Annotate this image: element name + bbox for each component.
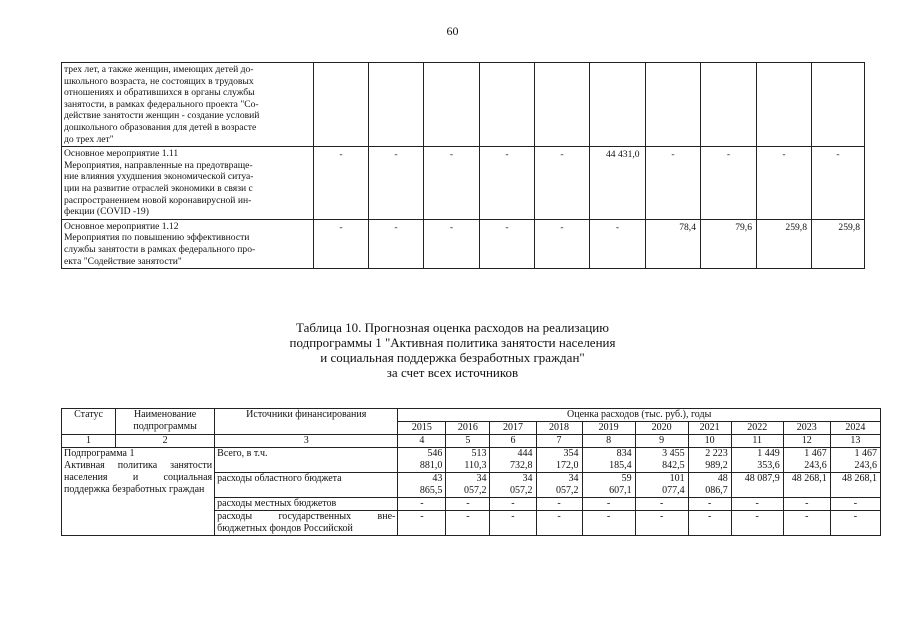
expense-value-cell xyxy=(398,448,446,473)
expense-value-cell xyxy=(446,498,490,511)
description-line: дошкольного образования для детей в возрасте xyxy=(64,121,257,133)
year-value-cell: 44 431,0 xyxy=(590,147,646,220)
expense-value-line: 057,2 xyxy=(510,485,533,496)
year-value-cell xyxy=(480,63,535,147)
forecast-expenses-table xyxy=(61,408,881,536)
year-header: 2016 xyxy=(446,422,490,435)
year-value-cell: 79,6 xyxy=(701,219,757,268)
description-line: ции на развитие отраслей экономики в связи с xyxy=(64,182,253,194)
expense-value-line: 989,2 xyxy=(705,460,728,471)
column-number: 11 xyxy=(731,435,783,448)
year-value-cell xyxy=(757,63,812,147)
expense-value-cell xyxy=(490,511,536,536)
description-line: трех лет, а также женщин, имеющих детей до- xyxy=(64,64,254,75)
funding-source: расходы местных бюджетов xyxy=(215,498,398,511)
expense-value-line: 185,4 xyxy=(609,460,632,471)
year-value-cell: - xyxy=(535,219,590,268)
funding-row xyxy=(62,448,881,473)
description-line: Основное мероприятие 1.12 xyxy=(64,220,179,232)
description-line: школьного возраста, не состоящих в трудовых xyxy=(64,75,254,87)
expense-value-line: - xyxy=(420,511,424,522)
expense-value-cell xyxy=(783,448,830,473)
expense-value-line: - xyxy=(557,511,561,522)
expense-value-line: 1 467 xyxy=(804,448,827,459)
expense-value-line: 865,5 xyxy=(419,485,443,496)
expense-value-cell xyxy=(446,473,490,498)
column-numbers-row xyxy=(62,435,881,448)
expense-value-cell xyxy=(688,498,731,511)
description-line: до трех лет" xyxy=(64,133,114,145)
column-number: 8 xyxy=(582,435,635,448)
expense-value-line: - xyxy=(707,511,712,522)
expense-value-cell xyxy=(536,473,582,498)
expense-value-cell xyxy=(731,498,783,511)
expense-value-line: - xyxy=(659,511,664,522)
description-line: ние влияния ухудшения экономической ситуа- xyxy=(64,171,254,183)
expense-value-cell xyxy=(830,511,880,536)
expense-value-line: 43 xyxy=(432,473,443,484)
expense-value-line: 732,8 xyxy=(510,460,533,471)
funding-source: Всего, в т.ч. xyxy=(215,448,398,473)
column-number: 12 xyxy=(783,435,830,448)
year-header: 2015 xyxy=(398,422,446,435)
expense-value-cell xyxy=(446,511,490,536)
year-value-cell xyxy=(590,63,646,147)
table-caption xyxy=(0,320,905,380)
measure-description xyxy=(62,147,314,220)
subprogram-cell xyxy=(62,448,215,536)
column-number: 2 xyxy=(116,435,215,448)
year-header: 2023 xyxy=(783,422,830,435)
expense-value-line: 34 xyxy=(476,473,487,484)
expense-value-line: - xyxy=(511,511,515,522)
description-line: действие занятости женщин - создание условий xyxy=(64,110,260,122)
year-value-cell: 78,4 xyxy=(646,219,701,268)
description-line: распространением новой коронавирусной ин- xyxy=(64,194,252,206)
expense-value-line: - xyxy=(659,498,664,509)
expense-value-cell xyxy=(635,498,688,511)
description-line: занятости, в рамках федерального проекта "Со- xyxy=(64,98,259,110)
expense-value-line: - xyxy=(511,498,515,509)
header-row xyxy=(62,409,881,422)
year-value-cell: - xyxy=(369,219,424,268)
table-row xyxy=(62,147,865,220)
expense-value-line: - xyxy=(557,498,561,509)
year-value-cell: - xyxy=(480,147,535,220)
column-number: 4 xyxy=(398,435,446,448)
caption-line: Таблица 10. Прогнозная оценка расходов на реализацию xyxy=(296,320,609,335)
expense-value-line: 48 087,9 xyxy=(744,473,780,484)
year-header: 2019 xyxy=(582,422,635,435)
page-number: 60 xyxy=(446,24,459,38)
expense-value-line: 444 xyxy=(517,448,533,459)
estimate-header: Оценка расходов (тыс. руб.), годы xyxy=(398,409,881,422)
expense-value-line: 1 467 xyxy=(854,448,877,459)
measure-description xyxy=(62,219,314,268)
expense-value-line: 48 268,1 xyxy=(791,473,827,484)
expense-value-line: 34 xyxy=(568,473,579,484)
expense-value-line: 842,5 xyxy=(662,460,685,471)
expense-value-line: - xyxy=(707,498,712,509)
expense-value-cell xyxy=(490,473,536,498)
expense-value-line: - xyxy=(466,498,470,509)
expense-value-line: - xyxy=(853,498,858,509)
year-value-cell: - xyxy=(701,147,757,220)
caption-line: подпрограммы 1 "Активная политика занятости населения xyxy=(289,335,616,350)
year-header: 2018 xyxy=(536,422,582,435)
subprogram-name-header: Наименование подпрограммы xyxy=(116,409,215,435)
expense-value-cell xyxy=(398,473,446,498)
year-value-cell: 259,8 xyxy=(757,219,812,268)
year-header: 2022 xyxy=(731,422,783,435)
table-row xyxy=(62,219,865,268)
expense-value-line: - xyxy=(606,498,611,509)
year-value-cell: - xyxy=(812,147,865,220)
year-value-cell xyxy=(535,63,590,147)
expense-value-line: - xyxy=(420,498,424,509)
subprogram-name: Активная политика занятости населения и социальная поддержка безработных граждан xyxy=(64,460,213,495)
expense-value-line: - xyxy=(853,511,858,522)
expense-value-line: - xyxy=(805,511,809,522)
expense-value-cell xyxy=(582,473,635,498)
year-value-cell: - xyxy=(480,219,535,268)
expense-value-line: 057,2 xyxy=(463,485,487,496)
status-header: Статус xyxy=(62,409,116,435)
expense-value-cell xyxy=(536,448,582,473)
column-number: 7 xyxy=(536,435,582,448)
expense-value-cell xyxy=(635,473,688,498)
expense-value-line: 607,1 xyxy=(609,485,632,496)
expense-value-line: 057,2 xyxy=(556,485,579,496)
expense-value-line: 513 xyxy=(471,448,487,459)
expense-value-cell xyxy=(688,448,731,473)
expense-value-line: 3 455 xyxy=(662,448,685,459)
expense-value-cell xyxy=(446,448,490,473)
funding-source: расходы государственных вне-бюджетных фондов Российской xyxy=(215,511,398,536)
expense-value-cell xyxy=(536,498,582,511)
expense-value-line: 34 xyxy=(522,473,533,484)
expense-value-line: 1 449 xyxy=(757,448,780,459)
column-number: 6 xyxy=(490,435,536,448)
year-value-cell: - xyxy=(646,147,701,220)
expense-value-line: - xyxy=(466,511,470,522)
year-value-cell xyxy=(701,63,757,147)
year-value-cell: - xyxy=(314,147,369,220)
column-number: 9 xyxy=(635,435,688,448)
expense-value-cell xyxy=(490,448,536,473)
expense-value-cell xyxy=(398,511,446,536)
year-value-cell: - xyxy=(757,147,812,220)
expense-value-line: 172,0 xyxy=(556,460,579,471)
expense-value-cell xyxy=(582,448,635,473)
expense-value-line: 101 xyxy=(669,473,685,484)
table-row xyxy=(62,63,865,147)
expense-value-line: 086,7 xyxy=(705,485,728,496)
year-value-cell: - xyxy=(424,219,480,268)
year-value-cell: - xyxy=(369,147,424,220)
year-value-cell: - xyxy=(590,219,646,268)
funding-sources-header: Источники финансирования xyxy=(215,409,398,435)
description-line: Мероприятия, направленные на предотвраще- xyxy=(64,159,253,171)
year-value-cell: - xyxy=(535,147,590,220)
description-line: Мероприятия по повышению эффективности xyxy=(64,232,250,244)
expense-value-cell xyxy=(398,498,446,511)
expense-value-cell xyxy=(688,511,731,536)
expense-value-line: 110,3 xyxy=(464,460,487,471)
expense-value-cell xyxy=(635,511,688,536)
year-value-cell: - xyxy=(424,147,480,220)
expense-value-line: - xyxy=(755,498,759,509)
expense-value-cell xyxy=(830,473,880,498)
description-line: службы занятости в рамках федерального про- xyxy=(64,243,256,255)
expense-value-line: 48 xyxy=(717,473,728,484)
expense-value-line: 077,4 xyxy=(662,485,685,496)
expense-value-cell xyxy=(582,511,635,536)
description-line: отношениях и обратившихся в органы службы xyxy=(64,87,255,99)
expense-value-cell xyxy=(830,448,880,473)
expense-value-line: - xyxy=(606,511,611,522)
column-number: 10 xyxy=(688,435,731,448)
expense-value-line: 243,6 xyxy=(804,460,827,471)
expense-value-line: - xyxy=(805,498,809,509)
caption-line: за счет всех источников xyxy=(386,365,519,380)
expenses-continuation-table xyxy=(61,62,865,269)
expense-value-cell xyxy=(731,473,783,498)
column-number: 3 xyxy=(215,435,398,448)
measure-description xyxy=(62,63,314,147)
expense-value-line: 834 xyxy=(616,448,632,459)
expense-value-line: 243,6 xyxy=(854,460,877,471)
column-number: 5 xyxy=(446,435,490,448)
expense-value-cell xyxy=(582,498,635,511)
expense-value-line: - xyxy=(755,511,759,522)
description-line: фекции (COVID -19) xyxy=(64,206,149,218)
expense-value-line: 353,6 xyxy=(757,460,780,471)
expense-value-line: 48 268,1 xyxy=(842,473,877,484)
expense-value-cell xyxy=(731,511,783,536)
column-number: 13 xyxy=(830,435,880,448)
expense-value-cell xyxy=(536,511,582,536)
expense-value-line: 59 xyxy=(621,473,632,484)
expense-value-line: 881,0 xyxy=(419,460,443,471)
expense-value-line: 546 xyxy=(427,448,443,459)
year-value-cell xyxy=(369,63,424,147)
column-number: 1 xyxy=(62,435,116,448)
expense-value-cell xyxy=(688,473,731,498)
year-value-cell: - xyxy=(314,219,369,268)
year-value-cell xyxy=(646,63,701,147)
year-value-cell xyxy=(812,63,865,147)
caption-line: и социальная поддержка безработных граждан" xyxy=(320,350,585,365)
year-header: 2024 xyxy=(830,422,880,435)
expense-value-line: 2 223 xyxy=(705,448,728,459)
expense-value-cell xyxy=(783,473,830,498)
description-line: екта "Содействие занятости" xyxy=(64,255,182,267)
expense-value-line: 354 xyxy=(563,448,579,459)
year-value-cell xyxy=(314,63,369,147)
description-line: Основное мероприятие 1.11 xyxy=(64,148,179,160)
expense-value-cell xyxy=(731,448,783,473)
expense-value-cell xyxy=(783,498,830,511)
subprogram-label: Подпрограмма 1 xyxy=(64,448,135,459)
year-header: 2020 xyxy=(635,422,688,435)
expense-value-cell xyxy=(490,498,536,511)
expense-value-cell xyxy=(635,448,688,473)
year-header: 2017 xyxy=(490,422,536,435)
funding-source: расходы областного бюджета xyxy=(215,473,398,498)
expense-value-cell xyxy=(783,511,830,536)
year-value-cell: 259,8 xyxy=(812,219,865,268)
year-header: 2021 xyxy=(688,422,731,435)
expense-value-cell xyxy=(830,498,880,511)
year-value-cell xyxy=(424,63,480,147)
